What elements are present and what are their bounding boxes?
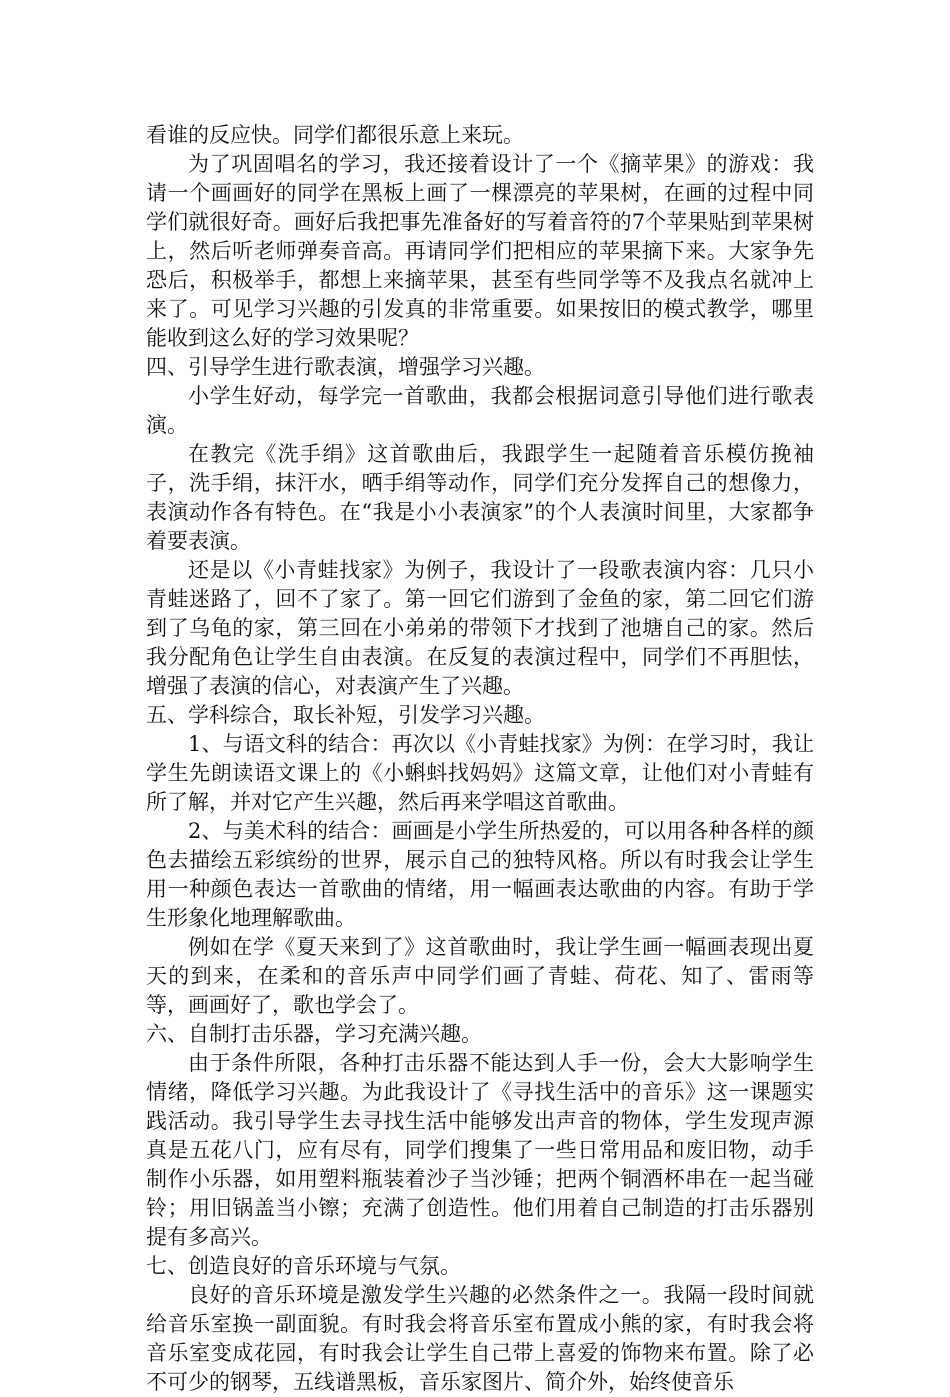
section-heading-5: 五、学科综合，取长补短，引发学习兴趣。 <box>146 703 545 727</box>
paragraph-song-performance: 小学生好动，每学完一首歌曲，我都会根据词意引导他们进行歌表演。 <box>146 384 814 437</box>
paragraph-art-integration: 2、与美术科的结合：画画是小学生所热爱的，可以用各种各样的颜色去描绘五彩缤纷的世界，展示自己的独特风格。所以有时我会让学生用一种颜色表达一首歌曲的情绪，用一幅画表达歌曲的内容。有助于学生形象化地理解歌曲。 <box>146 819 814 930</box>
paragraph-apple-game: 为了巩固唱名的学习，我还接着设计了一个《摘苹果》的游戏：我请一个画画好的同学在黑板上画了一棵漂亮的苹果树，在画的过程中同学们就很好奇。画好后我把事先准备好的写着音符的7个苹果贴到苹果树上，然后听老师弹奏音高。再请同学们把相应的苹果摘下来。大家争先恐后，积极举手，都想上来摘苹果，甚至有些同学等不及我点名就冲上来了。可见学习兴趣的引发真的非常重要。如果按旧的模式教学，哪里能收到这么好的学习效果呢？ <box>146 152 814 350</box>
paragraph-chinese-integration: 1、与语文科的结合：再次以《小青蛙找家》为例：在学习时，我让学生先朗读语文课上的《小蝌蚪找妈妈》这篇文章，让他们对小青蛙有所了解，并对它产生兴趣，然后再来学唱这首歌曲。 <box>146 732 814 814</box>
section-heading-7: 七、创造良好的音乐环境与气氛。 <box>146 1254 461 1278</box>
paragraph-summer-example: 例如在学《夏天来到了》这首歌曲时，我让学生画一幅画表现出夏天的到来，在柔和的音乐声中同学们画了青蛙、荷花、知了、雷雨等等，画画好了，歌也学会了。 <box>146 935 814 1017</box>
paragraph-percussion: 由于条件所限，各种打击乐器不能达到人手一份，会大大影响学生情绪，降低学习兴趣。为此我设计了《寻找生活中的音乐》这一课题实践活动。我引导学生去寻找生活中能够发出声音的物体，学生发现声源真是五花八门，应有尽有，同学们搜集了一些日常用品和废旧物，动手制作小乐器，如用塑料瓶装着沙子当沙锤；把两个铜酒杯串在一起当碰铃；用旧锅盖当小镲；充满了创造性。他们用着自己制造的打击乐器别提有多高兴。 <box>146 1051 814 1249</box>
paragraph-continuation: 看谁的反应快。同学们都很乐意上来玩。 <box>146 123 524 147</box>
paragraph-music-environment: 良好的音乐环境是激发学生兴趣的必然条件之一。我隔一段时间就给音乐室换一副面貌。有时我会将音乐室布置成小熊的家，有时我会将音乐室变成花园，有时我会让学生自己带上喜爱的饰物来布置。除了必不可少的钢琴，五线谱黑板，音乐家图片、简介外，始终使音乐 <box>146 1283 814 1394</box>
document-page <box>146 121 814 1397</box>
paragraph-little-frog: 还是以《小青蛙找家》为例子，我设计了一段歌表演内容：几只小青蛙迷路了，回不了家了。第一回它们游到了金鱼的家，第二回它们游到了乌龟的家，第三回在小弟弟的带领下才找到了池塘自己的家。然后我分配角色让学生自由表演。在反复的表演过程中，同学们不再胆怯，增强了表演的信心，对表演产生了兴趣。 <box>146 558 814 698</box>
section-heading-6: 六、自制打击乐器，学习充满兴趣。 <box>146 1022 482 1046</box>
paragraph-wash-handkerchief: 在教完《洗手绢》这首歌曲后，我跟学生一起随着音乐模仿挽袖子，洗手绢，抹汗水，晒手绢等动作，同学们充分发挥自己的想像力，表演动作各有特色。在“我是小小表演家”的个人表演时间里，大家都争着要表演。 <box>146 442 814 553</box>
section-heading-4: 四、引导学生进行歌表演，增强学习兴趣。 <box>146 355 545 379</box>
